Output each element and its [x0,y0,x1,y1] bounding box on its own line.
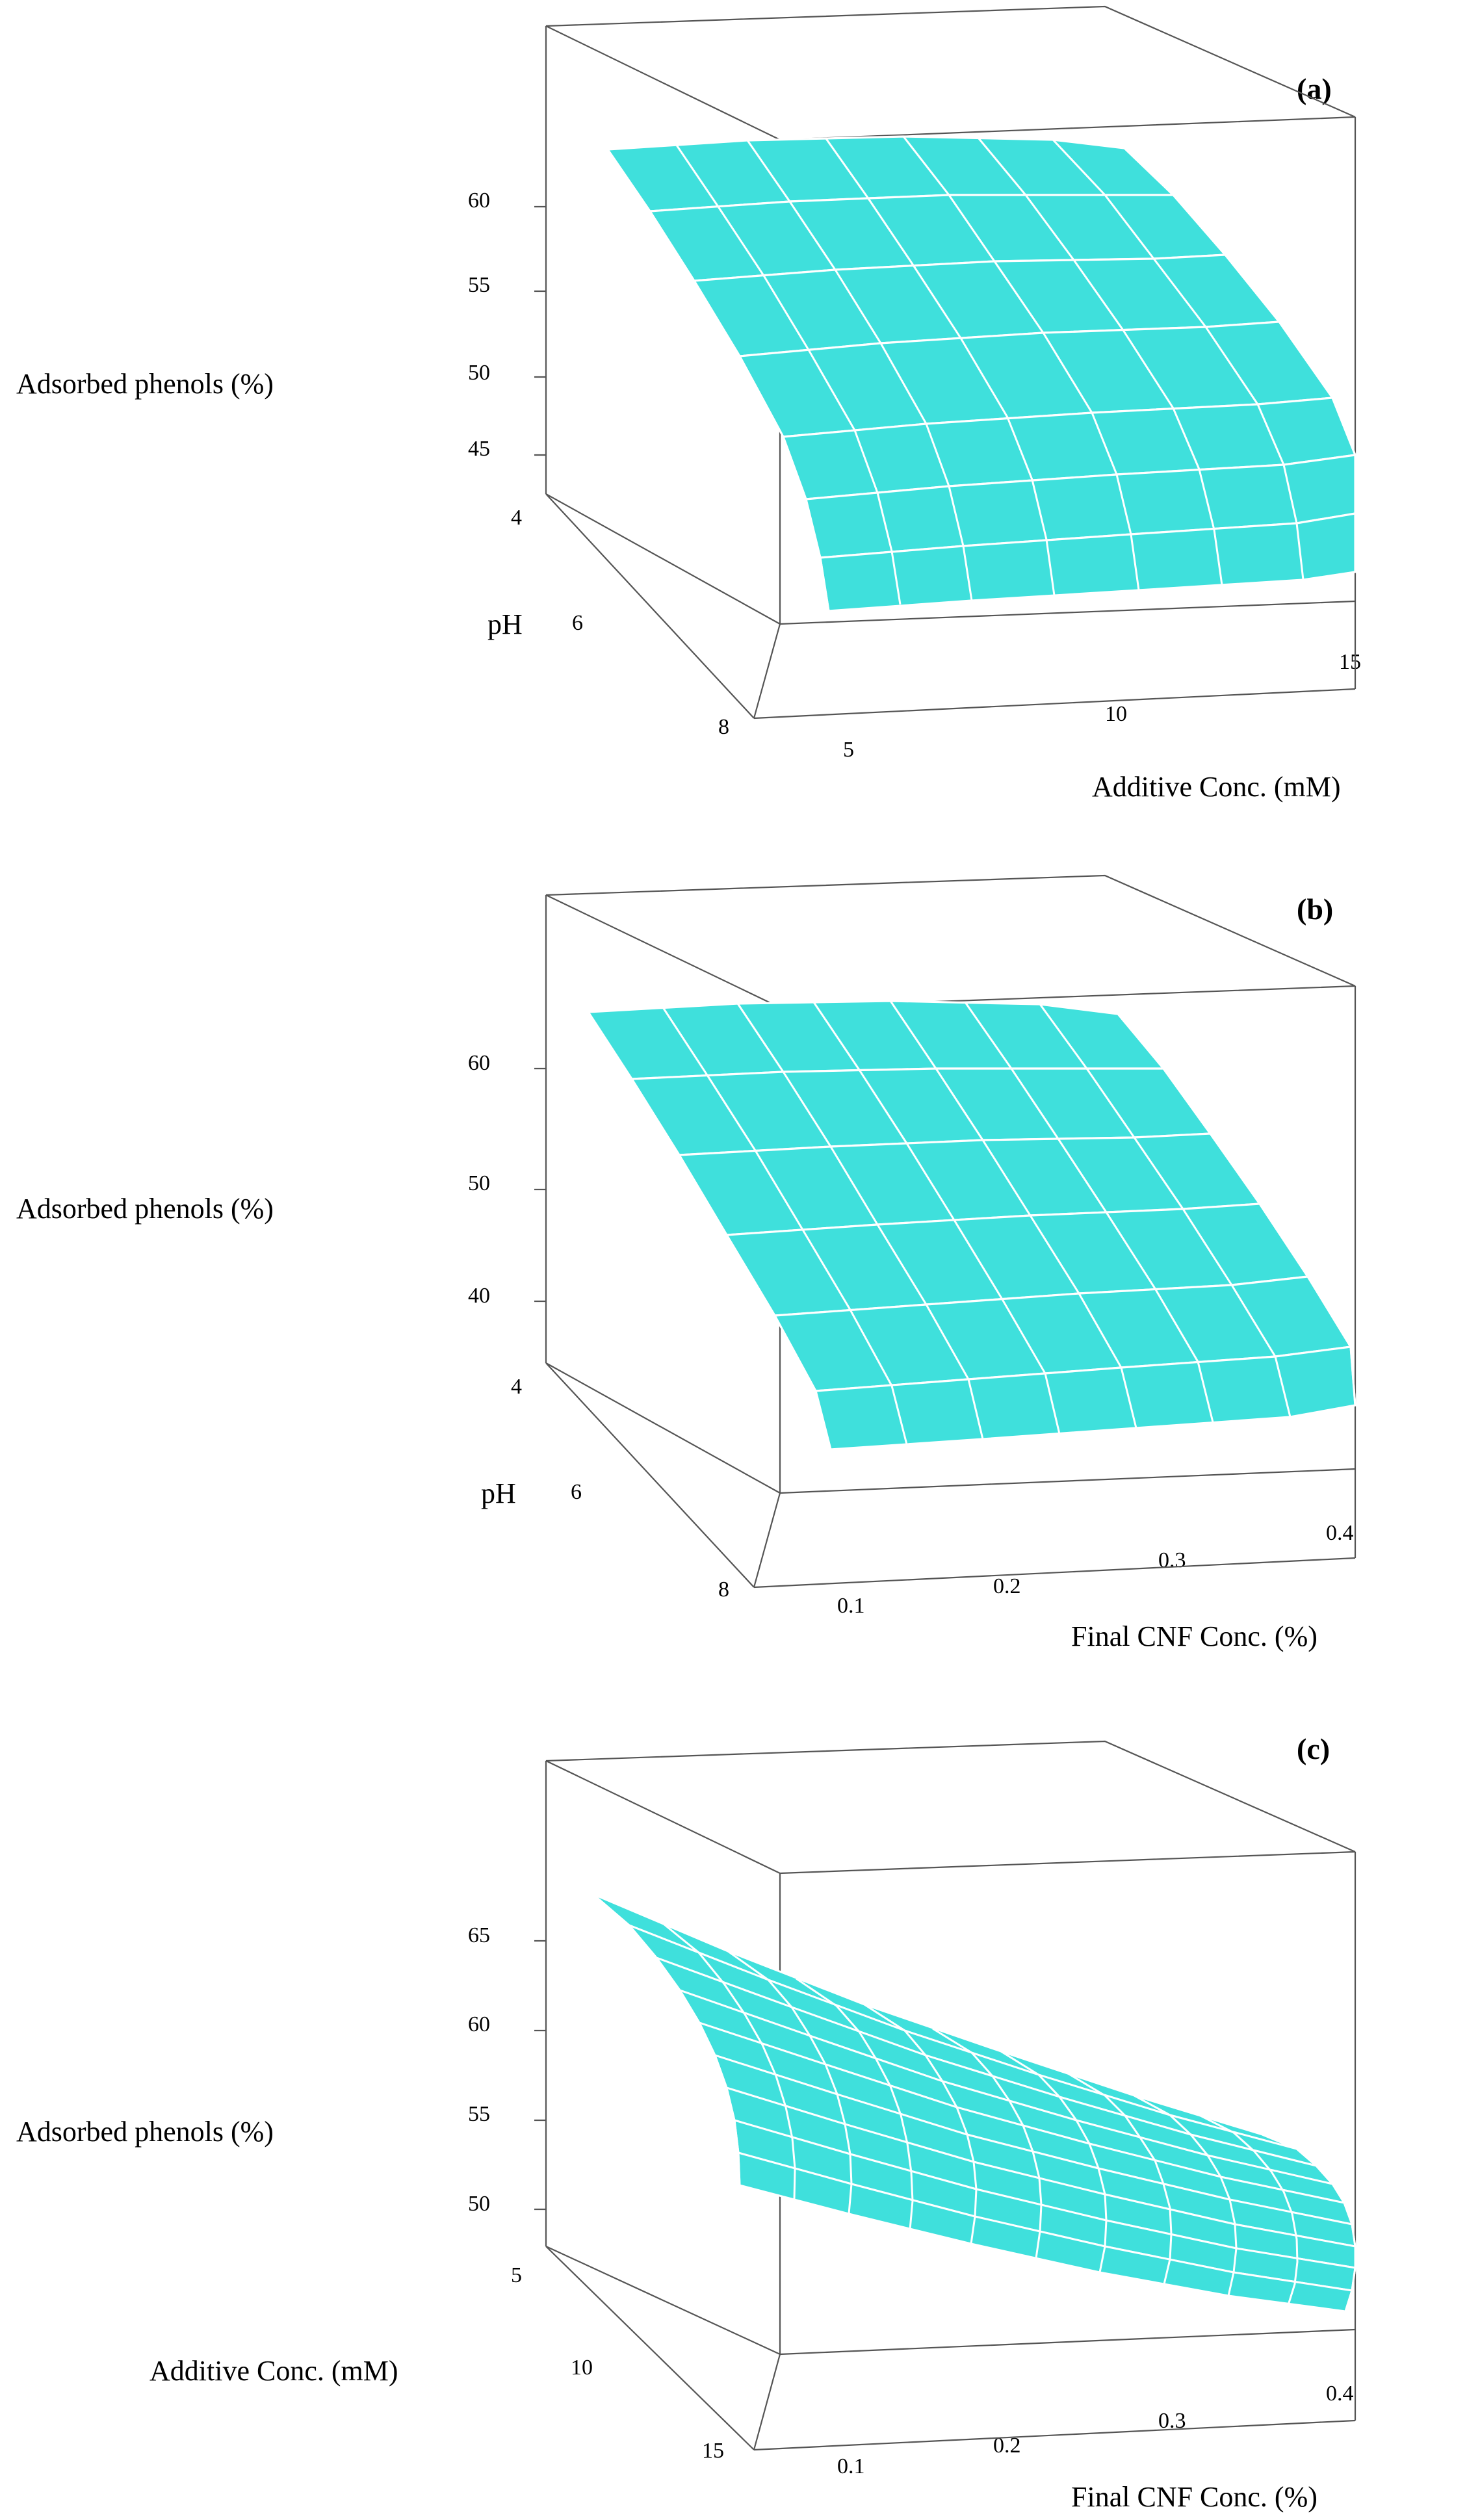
panel-a-y-axis-title: pH [487,608,523,640]
panel-b-x-tick-1: 0.2 [993,1574,1021,1598]
panel-c-x-tick-3: 0.4 [1326,2382,1354,2406]
panel-a-y-tick-2: 8 [718,715,729,739]
panel-c-surface-plot [0,1680,1467,2519]
panel-a-surface-plot [0,0,1467,840]
panel-b-z-tick-2: 40 [468,1284,490,1308]
panel-a-z-tick-2: 50 [468,361,490,385]
panel-c-x-axis-title: Final CNF Conc. (%) [1071,2481,1318,2513]
panel-b-z-axis-title: Adsorbed phenols (%) [16,1193,274,1225]
panel-c-z-axis-title: Adsorbed phenols (%) [16,2116,274,2148]
panel-c-z-tick-3: 50 [468,2192,490,2216]
panel-a [0,0,1467,840]
panel-a-z-tick-1: 55 [468,273,490,297]
panel-b-x-tick-3: 0.4 [1326,1521,1354,1545]
panel-b-z-tick-0: 60 [468,1051,490,1075]
panel-a-y-tick-0: 4 [511,506,522,530]
panel-a-z-axis-title: Adsorbed phenols (%) [16,368,274,400]
panel-a-label: (a) [1297,72,1332,105]
panel-b [0,840,1467,1680]
panel-b-surface-plot [0,840,1467,1680]
panel-a-x-tick-1: 10 [1105,702,1127,726]
panel-b-y-tick-0: 4 [511,1375,522,1399]
panel-b-y-axis-title: pH [481,1477,516,1509]
panel-c-z-tick-2: 55 [468,2102,490,2126]
panel-c-y-axis-title: Additive Conc. (mM) [149,2355,398,2387]
panel-a-x-axis-title: Additive Conc. (mM) [1092,771,1341,803]
panel-b-x-axis-title: Final CNF Conc. (%) [1071,1620,1318,1652]
panel-c [0,1680,1467,2519]
panel-a-z-tick-0: 60 [468,188,490,213]
panel-c-y-tick-1: 10 [571,2356,593,2380]
panel-b-x-tick-2: 0.3 [1158,1548,1186,1572]
panel-c-y-tick-2: 15 [702,2439,724,2463]
panel-a-x-tick-0: 5 [843,738,854,762]
panel-b-x-tick-0: 0.1 [837,1594,865,1618]
panel-a-x-tick-2: 15 [1339,650,1361,674]
panel-a-y-tick-1: 6 [572,611,583,635]
panel-c-y-tick-0: 5 [511,2263,522,2287]
panel-c-x-tick-0: 0.1 [837,2454,865,2478]
panel-a-z-tick-3: 45 [468,437,490,461]
panel-b-label: (b) [1297,892,1334,926]
panel-b-y-tick-2: 8 [718,1578,729,1602]
panel-c-z-tick-1: 60 [468,2012,490,2036]
panel-c-label: (c) [1297,1732,1331,1765]
panel-c-x-tick-2: 0.3 [1158,2409,1186,2433]
panel-c-x-tick-1: 0.2 [993,2434,1021,2458]
panel-b-y-tick-1: 6 [571,1480,582,1504]
panel-b-z-tick-1: 50 [468,1171,490,1195]
panel-c-z-tick-0: 65 [468,1923,490,1947]
